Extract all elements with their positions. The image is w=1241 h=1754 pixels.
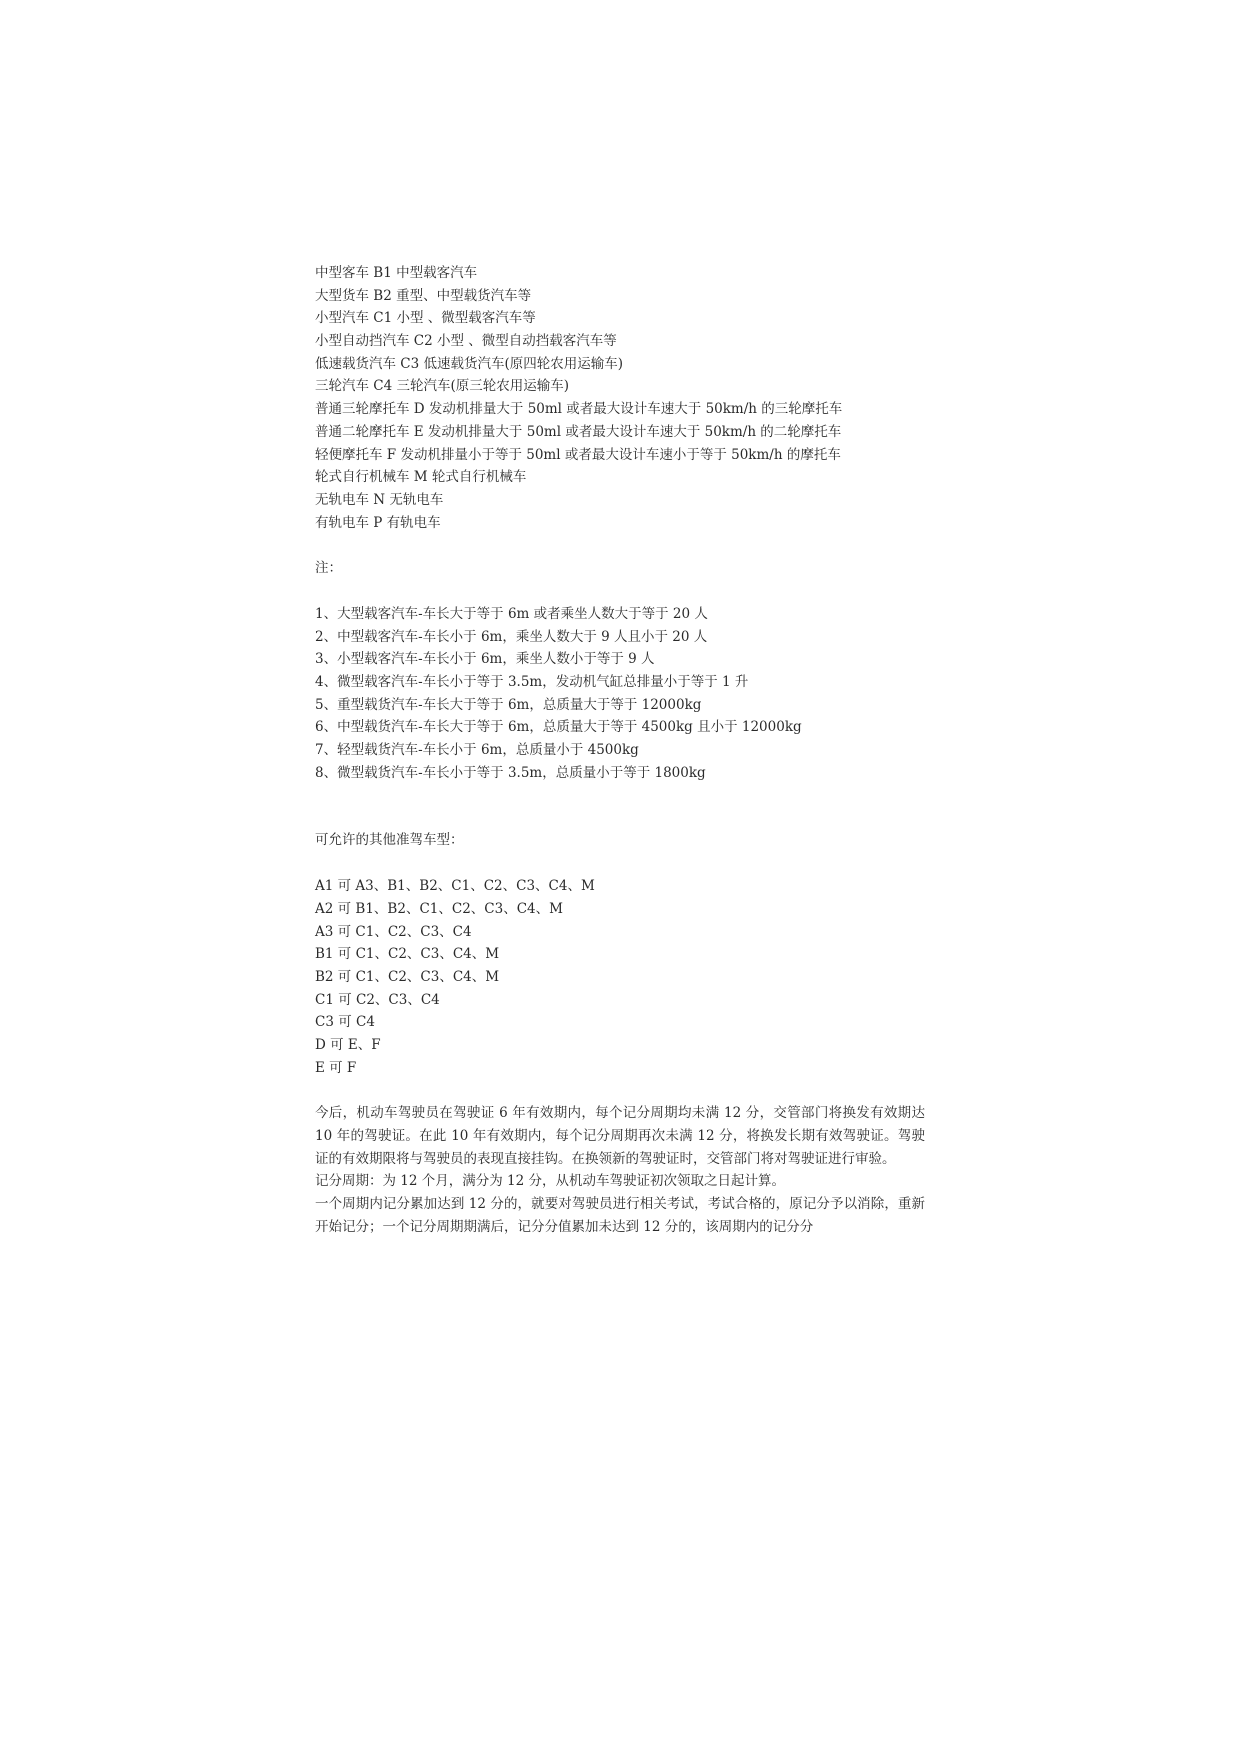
allowed-item: A2 可 B1、B2、C1、C2、C3、C4、M <box>315 900 563 917</box>
scoring-period-paragraph: 记分周期：为 12 个月，满分为 12 分，从机动车驾驶证初次领取之日起计算。 <box>315 1173 786 1190</box>
vehicle-class-item: 小型汽车 C1 小型 、微型载客汽车等 <box>315 310 536 327</box>
vehicle-class-item: 普通二轮摩托车 E 发动机排量大于 50ml 或者最大设计车速大于 50km/h 的二轮摩托车 <box>315 423 842 440</box>
note-item: 5、重型载货汽车-车长大于等于 6m，总质量大于等于 12000kg <box>315 696 702 713</box>
note-item: 7、轻型载货汽车-车长小于 6m，总质量小于 4500kg <box>315 742 639 759</box>
body-text <box>315 1102 925 1238</box>
vehicle-class-item: 有轨电车 P 有轨电车 <box>315 514 441 531</box>
allowed-item: D 可 E、F <box>315 1036 381 1053</box>
notes-list <box>315 603 925 785</box>
allowed-item: C1 可 C2、C3、C4 <box>315 991 440 1008</box>
allowed-item: C3 可 C4 <box>315 1014 375 1031</box>
vehicle-class-item: 三轮汽车 C4 三轮汽车(原三轮农用运输车) <box>315 378 570 395</box>
allowed-heading: 可允许的其他准驾车型： <box>315 832 464 849</box>
vehicle-class-item: 轮式自行机械车 M 轮式自行机械车 <box>315 469 527 486</box>
document-page <box>315 262 925 1239</box>
vehicle-class-item: 大型货车 B2 重型、中型载货汽车等 <box>315 287 532 304</box>
note-item: 1、大型载客汽车-车长大于等于 6m 或者乘坐人数大于等于 20 人 <box>315 605 708 622</box>
vehicle-class-item: 无轨电车 N 无轨电车 <box>315 491 444 508</box>
vehicle-class-item: 轻便摩托车 F 发动机排量小于等于 50ml 或者最大设计车速小于等于 50km/h 的摩托车 <box>315 446 841 463</box>
note-item: 3、小型载客汽车-车长小于 6m，乘坐人数小于等于 9 人 <box>315 651 655 668</box>
notes-heading: 注： <box>315 560 342 577</box>
vehicle-class-item: 小型自动挡汽车 C2 小型 、微型自动挡载客汽车等 <box>315 333 617 350</box>
allowed-item: B2 可 C1、C2、C3、C4、M <box>315 968 500 985</box>
vehicle-class-item: 普通三轮摩托车 D 发动机排量大于 50ml 或者最大设计车速大于 50km/h 的三轮摩托车 <box>315 401 843 418</box>
allowed-item: B1 可 C1、C2、C3、C4、M <box>315 946 500 963</box>
scoring-rules-paragraph: 一个周期内记分累加达到 12 分的，就要对驾驶员进行相关考试，考试合格的，原记分予以消除，重新开始记分；一个记分周期期满后，记分分值累加未达到 12 分的，该周期内的记分分 <box>315 1196 925 1235</box>
allowed-list <box>315 875 925 1079</box>
allowed-item: A3 可 C1、C2、C3、C4 <box>315 923 472 940</box>
vehicle-class-item: 中型客车 B1 中型载客汽车 <box>315 265 478 281</box>
note-item: 8、微型载货汽车-车长小于等于 3.5m，总质量小于等于 1800kg <box>315 764 706 781</box>
validity-paragraph: 今后，机动车驾驶员在驾驶证 6 年有效期内，每个记分周期均未满 12 分，交管部门将换发有效期达 10 年的驾驶证。在此 10 年有效期内，每个记分周期再次未满 12 分，将换发长期有效驾驶证。驾驶证的有效期限将与驾驶员的表现直接挂钩。在换领新的驾驶证时，交管部门将对驾驶证进行审验。 <box>315 1105 925 1167</box>
note-item: 2、中型载客汽车-车长小于 6m，乘坐人数大于 9 人且小于 20 人 <box>315 628 708 645</box>
allowed-item: A1 可 A3、B1、B2、C1、C2、C3、C4、M <box>315 878 595 895</box>
vehicle-class-list <box>315 262 925 534</box>
note-item: 6、中型载货汽车-车长大于等于 6m，总质量大于等于 4500kg 且小于 12000kg <box>315 719 802 736</box>
note-item: 4、微型载客汽车-车长小于等于 3.5m，发动机气缸总排量小于等于 1 升 <box>315 674 749 690</box>
allowed-item: E 可 F <box>315 1059 357 1076</box>
vehicle-class-item: 低速载货汽车 C3 低速载货汽车(原四轮农用运输车) <box>315 355 624 372</box>
